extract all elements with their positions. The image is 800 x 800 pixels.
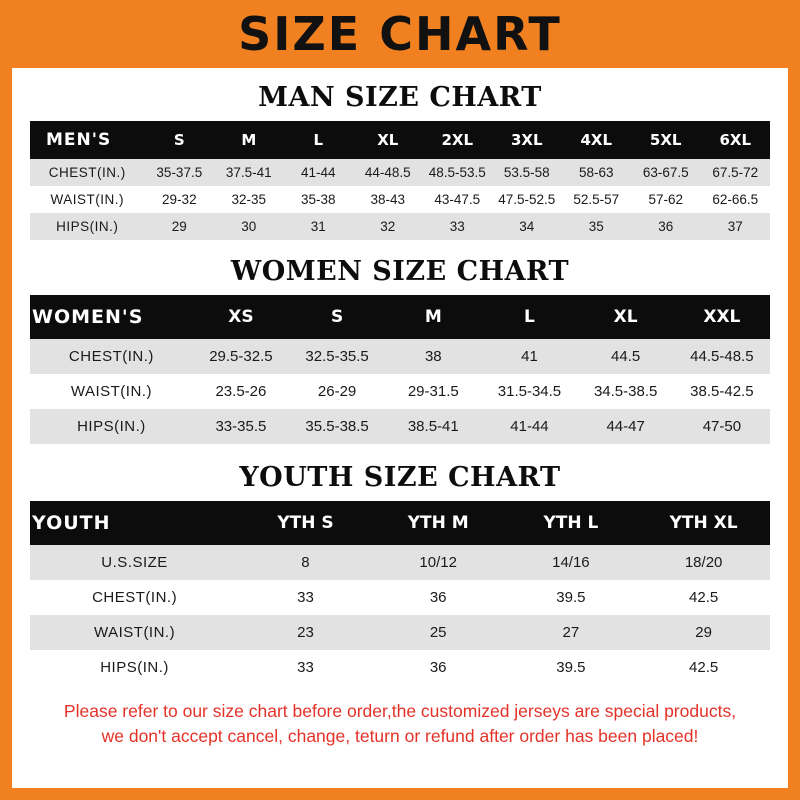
row-label: HIPS(IN.) bbox=[30, 409, 193, 444]
row-label: HIPS(IN.) bbox=[30, 213, 145, 240]
column-header: YOUTH bbox=[30, 501, 239, 545]
content bbox=[12, 82, 788, 750]
row-label: U.S.SIZE bbox=[30, 545, 239, 580]
table-cell: 29-32 bbox=[145, 186, 214, 213]
table-header-row bbox=[30, 501, 770, 545]
row-label: WAIST(IN.) bbox=[30, 374, 193, 409]
row-label: WAIST(IN.) bbox=[30, 615, 239, 650]
column-header: XL bbox=[353, 121, 422, 159]
table-cell: 53.5-58 bbox=[492, 159, 561, 186]
notice bbox=[30, 699, 770, 750]
table-cell: 33 bbox=[239, 580, 372, 615]
table-cell: 39.5 bbox=[505, 650, 638, 685]
column-header: L bbox=[284, 121, 353, 159]
table-cell: 10/12 bbox=[372, 545, 505, 580]
table-cell: 36 bbox=[372, 650, 505, 685]
column-header: YTH L bbox=[505, 501, 638, 545]
table-cell: 41-44 bbox=[481, 409, 577, 444]
table-cell: 63-67.5 bbox=[631, 159, 700, 186]
table-cell: 38-43 bbox=[353, 186, 422, 213]
table-cell: 38 bbox=[385, 339, 481, 374]
table-cell: 26-29 bbox=[289, 374, 385, 409]
table-cell: 33 bbox=[423, 213, 492, 240]
youth-section-title: YOUTH SIZE CHART bbox=[239, 462, 561, 493]
table-row bbox=[30, 650, 770, 685]
column-header: 4XL bbox=[561, 121, 630, 159]
table-cell: 29 bbox=[637, 615, 770, 650]
table-cell: 29-31.5 bbox=[385, 374, 481, 409]
man-size-table bbox=[30, 121, 770, 240]
table-cell: 38.5-41 bbox=[385, 409, 481, 444]
column-header: MEN'S bbox=[30, 121, 145, 159]
table-cell: 23 bbox=[239, 615, 372, 650]
table-cell: 67.5-72 bbox=[700, 159, 770, 186]
table-cell: 29 bbox=[145, 213, 214, 240]
table-cell: 37.5-41 bbox=[214, 159, 283, 186]
table-cell: 35 bbox=[561, 213, 630, 240]
table-cell: 31 bbox=[284, 213, 353, 240]
column-header: 2XL bbox=[423, 121, 492, 159]
column-header: 6XL bbox=[700, 121, 770, 159]
table-cell: 23.5-26 bbox=[193, 374, 289, 409]
table-cell: 44-47 bbox=[578, 409, 674, 444]
table-row bbox=[30, 339, 770, 374]
table-cell: 41-44 bbox=[284, 159, 353, 186]
table-cell: 58-63 bbox=[561, 159, 630, 186]
table-cell: 32 bbox=[353, 213, 422, 240]
column-header: YTH XL bbox=[637, 501, 770, 545]
table-cell: 33-35.5 bbox=[193, 409, 289, 444]
table-cell: 47-50 bbox=[674, 409, 770, 444]
table-cell: 38.5-42.5 bbox=[674, 374, 770, 409]
column-header: 3XL bbox=[492, 121, 561, 159]
row-label: CHEST(IN.) bbox=[30, 159, 145, 186]
table-cell: 41 bbox=[481, 339, 577, 374]
table-cell: 32.5-35.5 bbox=[289, 339, 385, 374]
column-header: 5XL bbox=[631, 121, 700, 159]
table-row bbox=[30, 186, 770, 213]
column-header: M bbox=[385, 295, 481, 339]
women-size-table bbox=[30, 295, 770, 444]
table-row bbox=[30, 374, 770, 409]
table-cell: 14/16 bbox=[505, 545, 638, 580]
page-title: SIZE CHART bbox=[238, 7, 562, 61]
column-header: XS bbox=[193, 295, 289, 339]
column-header: L bbox=[481, 295, 577, 339]
column-header: S bbox=[145, 121, 214, 159]
table-cell: 31.5-34.5 bbox=[481, 374, 577, 409]
table-cell: 30 bbox=[214, 213, 283, 240]
banner bbox=[0, 0, 800, 68]
table-cell: 44.5-48.5 bbox=[674, 339, 770, 374]
table-cell: 62-66.5 bbox=[700, 186, 770, 213]
man-section-title: MAN SIZE CHART bbox=[258, 82, 542, 113]
table-cell: 39.5 bbox=[505, 580, 638, 615]
table-cell: 52.5-57 bbox=[561, 186, 630, 213]
table-header-row bbox=[30, 295, 770, 339]
column-header: S bbox=[289, 295, 385, 339]
table-cell: 48.5-53.5 bbox=[423, 159, 492, 186]
column-header: YTH M bbox=[372, 501, 505, 545]
table-cell: 36 bbox=[372, 580, 505, 615]
table-cell: 27 bbox=[505, 615, 638, 650]
table-cell: 32-35 bbox=[214, 186, 283, 213]
column-header: XXL bbox=[674, 295, 770, 339]
table-cell: 42.5 bbox=[637, 650, 770, 685]
table-cell: 44-48.5 bbox=[353, 159, 422, 186]
row-label: CHEST(IN.) bbox=[30, 580, 239, 615]
table-row bbox=[30, 409, 770, 444]
table-cell: 25 bbox=[372, 615, 505, 650]
table-cell: 18/20 bbox=[637, 545, 770, 580]
notice-line-2: we don't accept cancel, change, teturn or refund after order has been placed! bbox=[101, 726, 699, 747]
table-cell: 35-38 bbox=[284, 186, 353, 213]
table-cell: 34.5-38.5 bbox=[578, 374, 674, 409]
table-cell: 29.5-32.5 bbox=[193, 339, 289, 374]
row-label: HIPS(IN.) bbox=[30, 650, 239, 685]
table-cell: 44.5 bbox=[578, 339, 674, 374]
table-row bbox=[30, 580, 770, 615]
table-cell: 34 bbox=[492, 213, 561, 240]
column-header: YTH S bbox=[239, 501, 372, 545]
row-label: CHEST(IN.) bbox=[30, 339, 193, 374]
table-cell: 47.5-52.5 bbox=[492, 186, 561, 213]
table-row bbox=[30, 545, 770, 580]
table-row bbox=[30, 615, 770, 650]
table-cell: 35.5-38.5 bbox=[289, 409, 385, 444]
table-row bbox=[30, 159, 770, 186]
table-cell: 42.5 bbox=[637, 580, 770, 615]
table-cell: 36 bbox=[631, 213, 700, 240]
notice-line-1: Please refer to our size chart before order,the customized jerseys are special products, bbox=[63, 701, 737, 721]
table-cell: 8 bbox=[239, 545, 372, 580]
table-header-row bbox=[30, 121, 770, 159]
row-label: WAIST(IN.) bbox=[30, 186, 145, 213]
youth-size-table bbox=[30, 501, 770, 685]
table-cell: 35-37.5 bbox=[145, 159, 214, 186]
table-cell: 37 bbox=[700, 213, 770, 240]
table-cell: 57-62 bbox=[631, 186, 700, 213]
column-header: XL bbox=[578, 295, 674, 339]
women-section-title: WOMEN SIZE CHART bbox=[230, 256, 570, 287]
column-header: M bbox=[214, 121, 283, 159]
table-cell: 33 bbox=[239, 650, 372, 685]
table-cell: 43-47.5 bbox=[423, 186, 492, 213]
column-header: WOMEN'S bbox=[30, 295, 193, 339]
table-row bbox=[30, 213, 770, 240]
